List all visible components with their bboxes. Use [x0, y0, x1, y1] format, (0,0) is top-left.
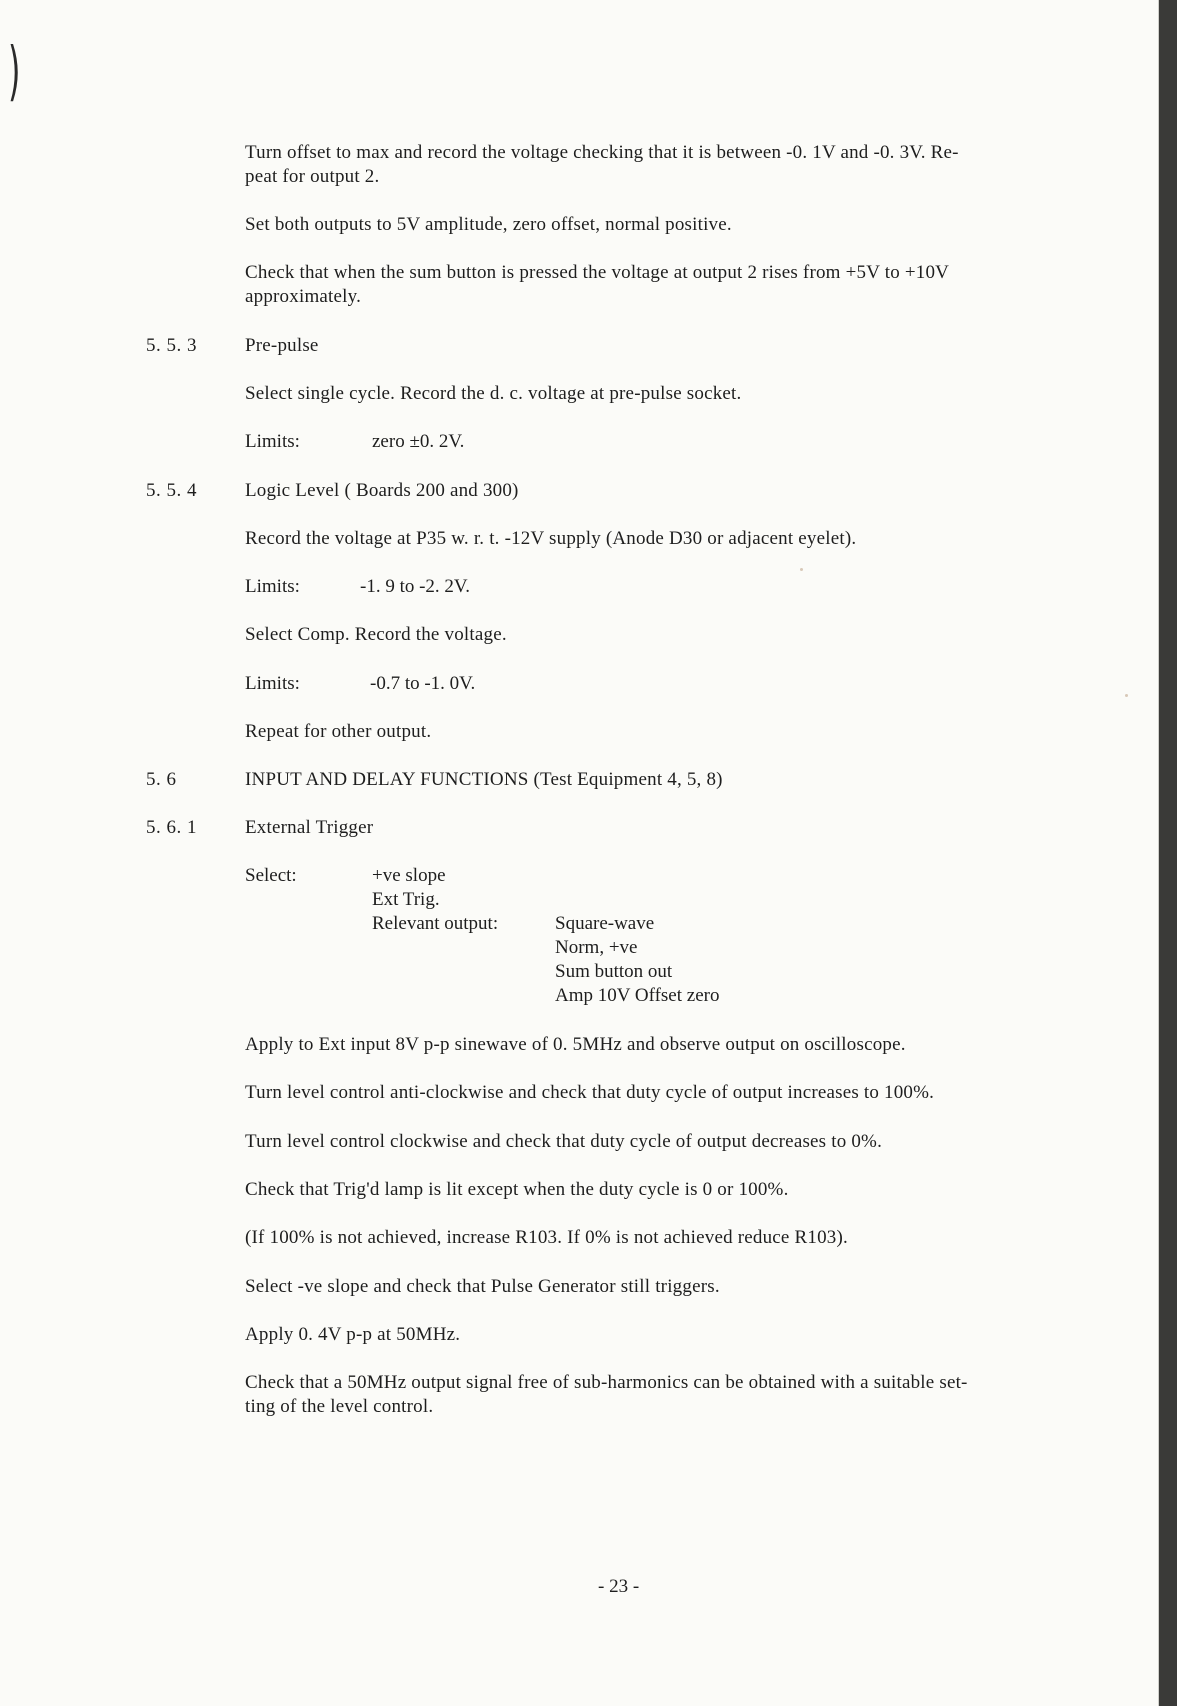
paragraph-line: Turn offset to max and record the voltage checking that it is between -0. 1V and -0. 3V. Re-	[245, 142, 959, 163]
section-number-5-5-3: 5. 5. 3	[146, 335, 197, 356]
instruction: Repeat for other output.	[245, 721, 432, 742]
output-item: Norm, +ve	[555, 937, 638, 958]
limits-value: -1. 9 to -2. 2V.	[360, 576, 470, 597]
limits-label: Limits:	[245, 673, 300, 694]
step: Apply 0. 4V p-p at 50MHz.	[245, 1324, 461, 1345]
instruction: Select single cycle. Record the d. c. voltage at pre-pulse socket.	[245, 383, 742, 404]
section-number-5-6-1: 5. 6. 1	[146, 817, 197, 838]
section-title-input-delay: INPUT AND DELAY FUNCTIONS (Test Equipment 4, 5, 8)	[245, 769, 723, 790]
section-title-logic-level: Logic Level ( Boards 200 and 300)	[245, 480, 519, 501]
limits-label: Limits:	[245, 576, 300, 597]
step: Turn level control anti-clockwise and check that duty cycle of output increases to 100%.	[245, 1082, 935, 1103]
page-number: - 23 -	[598, 1576, 640, 1597]
step: (If 100% is not achieved, increase R103. If 0% is not achieved reduce R103).	[245, 1227, 848, 1248]
output-item: Square-wave	[555, 913, 655, 934]
step: Apply to Ext input 8V p-p sinewave of 0. 5MHz and observe output on oscilloscope.	[245, 1034, 906, 1055]
select-item: +ve slope	[372, 865, 446, 886]
paragraph-line: peat for output 2.	[245, 166, 380, 187]
step-line: Check that a 50MHz output signal free of sub-harmonics can be obtained with a suitable set-	[245, 1372, 968, 1393]
limits-label: Limits:	[245, 431, 300, 452]
paper-speck	[800, 568, 803, 571]
limits-value: zero ±0. 2V.	[372, 431, 465, 452]
step: Check that Trig'd lamp is lit except when the duty cycle is 0 or 100%.	[245, 1179, 789, 1200]
instruction: Record the voltage at P35 w. r. t. -12V supply (Anode D30 or adjacent eyelet).	[245, 528, 857, 549]
paragraph-line: approximately.	[245, 286, 362, 307]
output-item: Sum button out	[555, 961, 673, 982]
paragraph-line: Check that when the sum button is pressed the voltage at output 2 rises from +5V to +10V	[245, 262, 950, 283]
select-label: Select:	[245, 865, 297, 886]
section-title-pre-pulse: Pre-pulse	[245, 335, 319, 356]
step: Select -ve slope and check that Pulse Generator still triggers.	[245, 1276, 720, 1297]
limits-value: -0.7 to -1. 0V.	[370, 673, 476, 694]
binding-mark: )	[8, 35, 21, 109]
step: Turn level control clockwise and check that duty cycle of output decreases to 0%.	[245, 1131, 883, 1152]
step-line: ting of the level control.	[245, 1396, 434, 1417]
section-number-5-5-4: 5. 5. 4	[146, 480, 197, 501]
select-item: Relevant output:	[372, 913, 499, 934]
section-number-5-6: 5. 6	[146, 769, 177, 790]
instruction: Select Comp. Record the voltage.	[245, 624, 507, 645]
output-item: Amp 10V Offset zero	[555, 985, 720, 1006]
paragraph: Set both outputs to 5V amplitude, zero offset, normal positive.	[245, 214, 732, 235]
paper-speck	[1125, 694, 1128, 697]
select-item: Ext Trig.	[372, 889, 440, 910]
section-title-external-trigger: External Trigger	[245, 817, 374, 838]
